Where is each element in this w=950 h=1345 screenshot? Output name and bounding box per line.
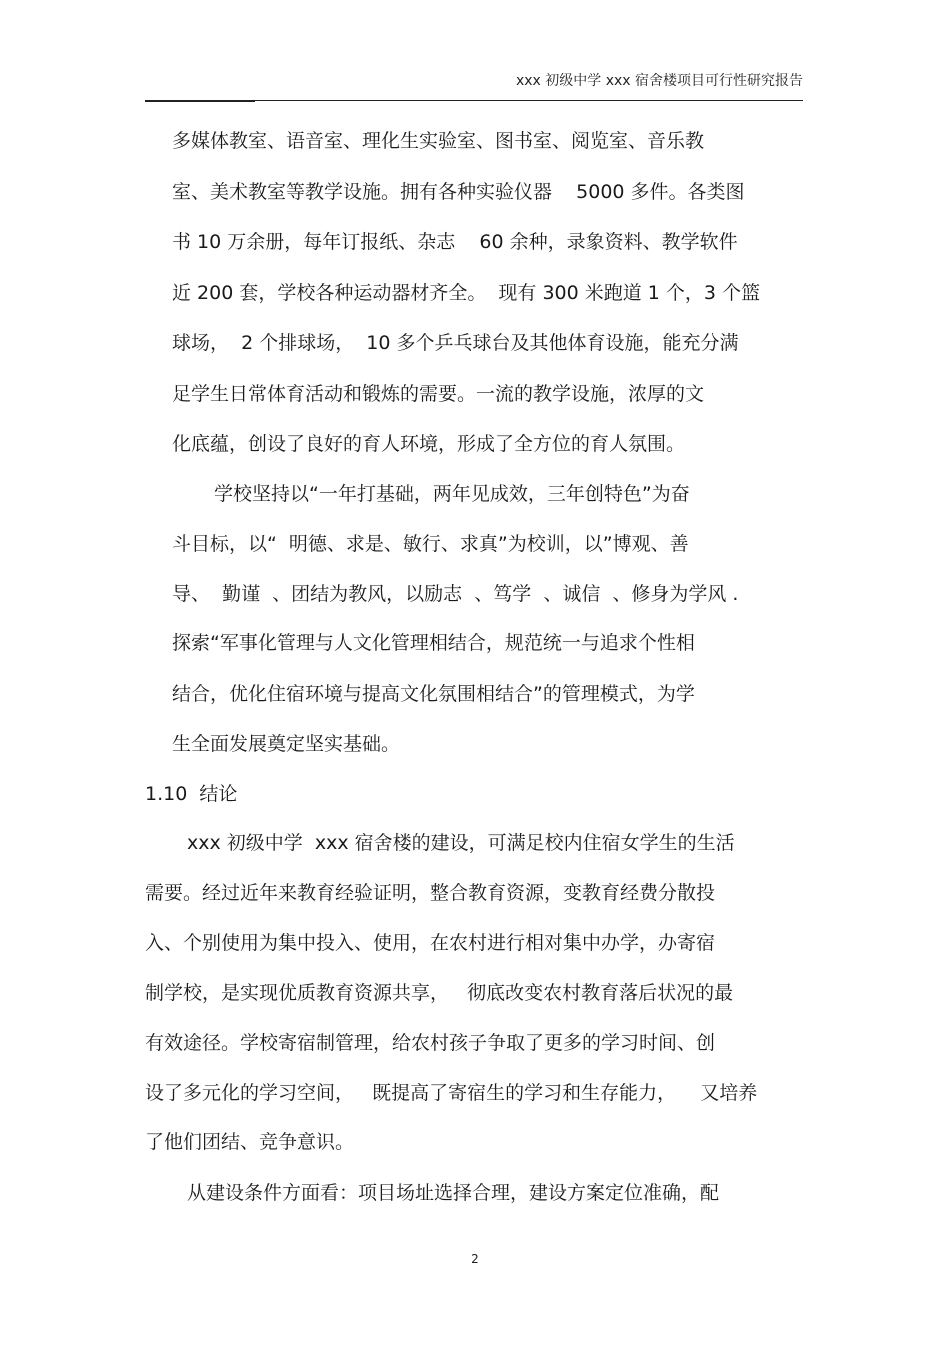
body-line: 结合，优化住宿环境与提高文化氛围相结合”的管理模式，为学	[172, 683, 695, 705]
body-line: 多媒体教室、语音室、理化生实验室、图书室、阅览室、音乐教	[172, 130, 705, 152]
body-line: 了他们团结、竞争意识。	[145, 1131, 355, 1153]
body-line: 书 10 万余册，每年订报纸、杂志 60 余种，录象资料、教学软件	[172, 231, 738, 253]
header-rule-accent	[145, 100, 255, 102]
section-heading: 1.10 结论	[145, 783, 238, 805]
body-line: 足学生日常体育活动和锻炼的需要。一流的教学设施，浓厚的文	[172, 383, 705, 405]
body-line: 导、 勤谨 、团结为教风，以励志 、笃学 、诚信 、修身为学风 .	[172, 583, 739, 605]
body-line: 斗目标，以“ 明德、求是、敏行、求真”为校训，以”博观、善	[172, 533, 689, 555]
body-line: 设了多元化的学习空间， 既提高了寄宿生的学习和生存能力， 又培养	[145, 1082, 758, 1104]
body-line: 有效途径。学校寄宿制管理，给农村孩子争取了更多的学习时间、创	[145, 1032, 716, 1054]
paragraph-first-line: 从建设条件方面看：项目场址选择合理，建设方案定位准确，配	[187, 1182, 720, 1204]
body-line: 探索“军事化管理与人文化管理相结合，规范统一与追求个性相	[172, 632, 695, 654]
body-line: 生全面发展奠定坚实基础。	[172, 733, 401, 755]
running-header: xxx 初级中学 xxx 宿舍楼项目可行性研究报告	[515, 73, 803, 89]
body-line: 室、美术教室等教学设施。拥有各种实验仪器 5000 多件。各类图	[172, 181, 745, 203]
body-line: 化底蕴，创设了良好的育人环境，形成了全方位的育人氛围。	[172, 433, 686, 455]
body-line: 制学校，是实现优质教育资源共享， 彻底改变农村教育落后状况的最	[145, 982, 734, 1004]
body-line: 入、个别使用为集中投入、使用，在农村进行相对集中办学，办寄宿	[145, 932, 716, 954]
body-line: 近 200 套，学校各种运动器材齐全。 现有 300 米跑道 1 个，3 个篮	[172, 282, 761, 304]
paragraph-first-line: 学校坚持以“一年打基础，两年见成效，三年创特色”为奋	[214, 483, 690, 505]
page-number: 2	[471, 1252, 479, 1266]
body-line: 需要。经过近年来教育经验证明，整合教育资源，变教育经费分散投	[145, 882, 716, 904]
paragraph-first-line: xxx 初级中学 xxx 宿舍楼的建设，可满足校内住宿女学生的生活	[187, 832, 735, 854]
body-line: 球场， 2 个排球场， 10 多个乒乓球台及其他体育设施，能充分满	[172, 332, 739, 354]
